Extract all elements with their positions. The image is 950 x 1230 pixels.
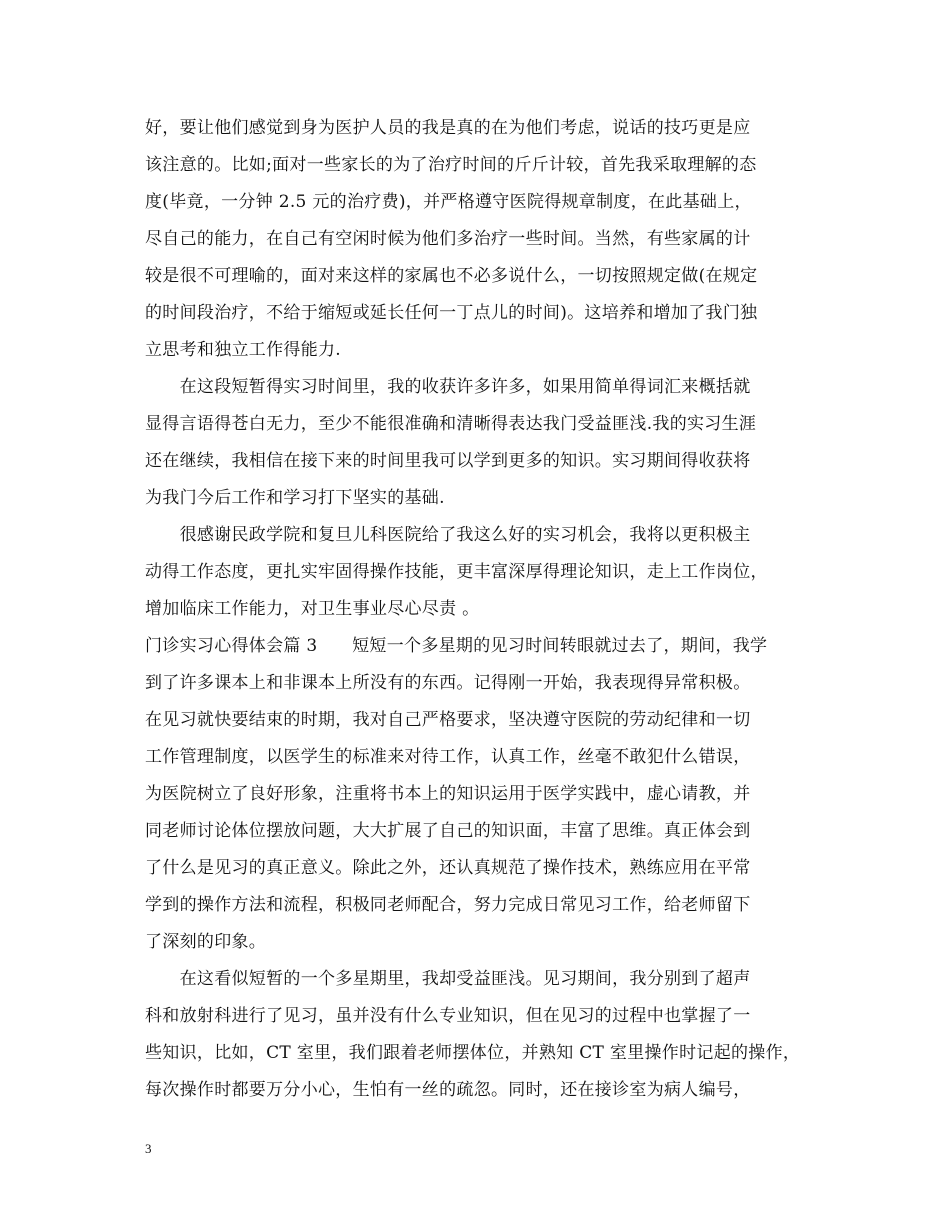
- text-line: 到了许多课本上和非课本上所没有的东西。记得刚一开始，我表现得异常积极。: [145, 673, 751, 693]
- text-line: 门诊实习心得体会篇 3 短短一个多星期的见习时间转眼就过去了，期间，我学: [145, 636, 768, 656]
- text-line: 每次操作时都要万分小心，生怕有一丝的疏忽。同时，还在接诊室为病人编号，: [145, 1080, 751, 1100]
- text-line: 增加临床工作能力，对卫生事业尽心尽责 。: [145, 599, 480, 619]
- text-line: 为医院树立了良好形象，注重将书本上的知识运用于医学实践中，虚心请教，并: [145, 784, 751, 804]
- text-line: 动得工作态度，更扎实牢固得操作技能，更丰富深厚得理论知识，走上工作岗位，: [145, 562, 768, 582]
- text-line: 工作管理制度，以医学生的标准来对待工作，认真工作，丝毫不敢犯什么错误，: [145, 747, 751, 767]
- text-line: 很感谢民政学院和复旦儿科医院给了我这么好的实习机会，我将以更积极主: [145, 525, 751, 545]
- text-line: 度(毕竟，一分钟 2.5 元的治疗费)，并严格遵守医院得规章制度，在此基础上，: [145, 192, 752, 212]
- page-number: 3: [145, 1141, 152, 1156]
- text-line: 同老师讨论体位摆放问题，大大扩展了自己的知识面，丰富了思维。真正体会到: [145, 821, 751, 841]
- text-line: 的时间段治疗，不给于缩短或延长任何一丁点儿的时间)。这培养和增加了我门独: [145, 303, 758, 323]
- text-line: 好，要让他们感觉到身为医护人员的我是真的在为他们考虑，说话的技巧更是应: [145, 118, 751, 138]
- text-line: 还在继续，我相信在接下来的时间里我可以学到更多的知识。实习期间得收获将: [145, 451, 751, 471]
- text-line: 在这看似短暂的一个多星期里，我却受益匪浅。见习期间，我分别到了超声: [145, 969, 751, 989]
- text-line: 为我门今后工作和学习打下坚实的基础.: [145, 488, 445, 508]
- text-line: 学到的操作方法和流程，积极同老师配合，努力完成日常见习工作，给老师留下: [145, 895, 751, 915]
- text-line: 较是很不可理喻的，面对来这样的家属也不必多说什么，一切按照规定做(在规定: [145, 266, 758, 286]
- text-line: 了什么是见习的真正意义。除此之外，还认真规范了操作技术，熟练应用在平常: [145, 858, 751, 878]
- text-line: 了深刻的印象。: [145, 932, 267, 952]
- text-line: 立思考和独立工作得能力.: [145, 340, 342, 360]
- text-line: 科和放射科进行了见习，虽并没有什么专业知识，但在见习的过程中也掌握了一: [145, 1006, 751, 1026]
- text-line: 该注意的。比如;面对一些家长的为了治疗时间的斤斤计较，首先我采取理解的态: [145, 155, 757, 175]
- text-line: 尽自己的能力，在自己有空闲时候为他们多治疗一些时间。当然，有些家属的计: [145, 229, 751, 249]
- text-line: 些知识，比如，CT 室里，我们跟着老师摆体位，并熟知 CT 室里操作时记起的操作，: [145, 1043, 801, 1063]
- text-line: 显得言语得苍白无力，至少不能很准确和清晰得表达我门受益匪浅.我的实习生涯: [145, 414, 757, 434]
- text-line: 在这段短暂得实习时间里，我的收获许多许多，如果用简单得词汇来概括就: [145, 377, 751, 397]
- text-line: 在见习就快要结束的时期，我对自己严格要求，坚决遵守医院的劳动纪律和一切: [145, 710, 751, 730]
